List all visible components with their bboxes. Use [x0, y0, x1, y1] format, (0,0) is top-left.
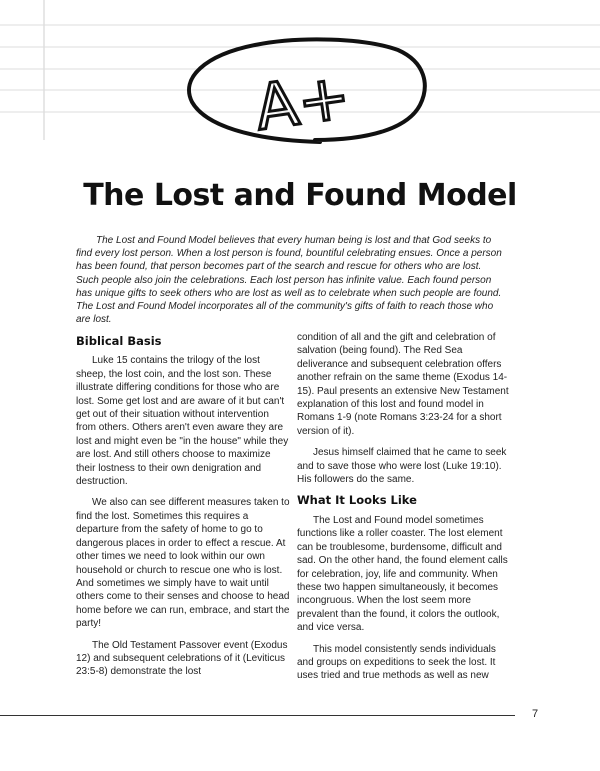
body-paragraph: We also can see different measures taken to find the lost. Sometimes this requires a departure from the safety of home to go to dangerous places in order to effect a rescue. At other times we need to look within our own household or church to rescue one who is lost. And sometimes we simply have to wait until others come to their senses and choose to head home before we can run, embrace, and start the party! — [76, 497, 290, 630]
body-paragraph: Luke 15 contains the trilogy of the lost sheep, the lost coin, and the lost son. These illustrate differing conditions for those who are lost. Some get lost and are aware of it but can't get out of their situation without intervention from others. Others aren't even aware they are lost and might even be "in the house" while they are lost. And still others choose to maximize their lostness to their own denigration and destruction. — [76, 355, 289, 488]
body-paragraph: The Lost and Found model sometimes functions like a roller coaster. The lost element can be troublesome, burdensome, difficult and sad. On the other hand, the found element calls for celebration, joy, life and community. When these two happen simultaneously, it becomes incongruous. When the lost seem more prevalent than the found, it colors the outlook, and vice versa. — [297, 514, 508, 634]
body-paragraph: The Old Testament Passover event (Exodus 12) and subsequent celebrations of it (Leviticus 23:5-8) demonstrate the lost — [76, 639, 288, 678]
body-paragraph: Jesus himself claimed that he came to seek and to save those who were lost (Luke 19:10). His followers do the same. — [297, 447, 507, 486]
notebook-graphic — [0, 0, 600, 150]
grade-mark — [189, 39, 425, 144]
body-paragraph: condition of all and the gift and celebration of salvation (being found). The Red Sea deliverance and subsequent celebration offers another refrain on the same theme (Exodus 14-15). Paul presents an extensive New Testament explanation of this lost and found model in Romans 1-9 (note Romans 3:23-24 for a short version of it). — [297, 332, 509, 437]
right-column — [297, 331, 511, 691]
body-paragraph: This model consistently sends individuals and groups on expeditions to seek the lost. It uses tried and true methods as well as new — [297, 643, 496, 682]
footer-rule — [0, 715, 515, 716]
what-it-looks-like-heading: What It Looks Like — [297, 493, 417, 508]
notebook-paper-header — [0, 0, 600, 150]
page-number: 7 — [532, 708, 539, 720]
biblical-basis-heading: Biblical Basis — [76, 334, 162, 348]
left-column — [76, 333, 290, 687]
page-title: The Lost and Found Model — [83, 178, 517, 213]
intro-paragraph: The Lost and Found Model believes that every human being is lost and that God seeks to find every lost person. When a lost person is found, bountiful celebrating ensues. Once a person has been found, that person becomes part of the search and rescue for others who are lost. Such people also join the celebrations. Each lost person has infinite value. Each found person has unique gifts to seek others who are lost as well as to celebrate when such people are found. The Lost and Found Model incorporates all of the community's gifts of faith to reach those who are lost. — [76, 235, 502, 326]
grade-text: A+ — [250, 59, 355, 145]
